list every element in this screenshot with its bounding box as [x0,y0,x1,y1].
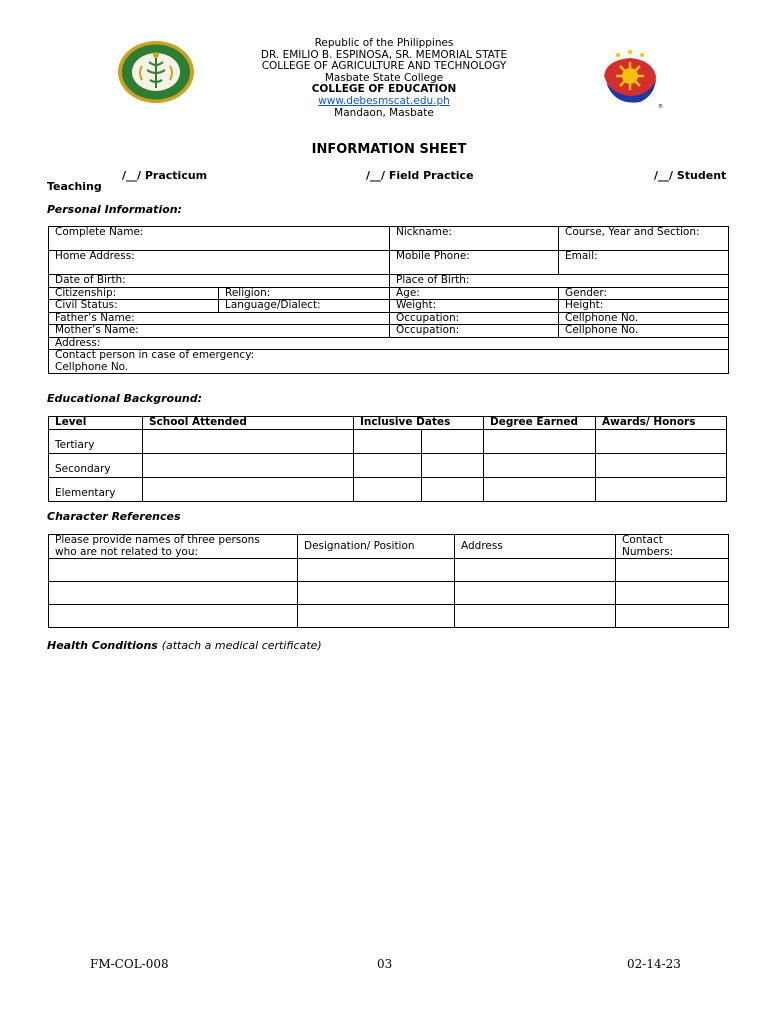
ref-contact-cell[interactable] [616,582,729,605]
height-field[interactable]: Height: [559,300,729,313]
ref-header-names-line1: Please provide names of three persons [55,534,260,546]
gender-field[interactable]: Gender: [559,287,729,300]
ref-header-contact-line2: Numbers: [622,545,674,558]
health-heading: Health Conditions [47,639,158,652]
ref-designation-cell[interactable] [298,605,455,628]
ref-designation-cell[interactable] [298,559,455,582]
tertiary-awards-cell[interactable] [596,429,727,453]
nickname-field[interactable]: Nickname: [390,227,559,251]
website-link[interactable]: www.debesmscat.edu.ph [318,94,450,107]
health-note: (attach a medical certificate) [161,639,322,652]
ref-name-cell[interactable] [49,582,298,605]
tertiary-date-from-cell[interactable] [354,429,422,453]
mother-occupation-field[interactable]: Occupation: [390,325,559,338]
ref-header-designation: Designation/ Position [298,535,455,559]
edu-header-dates: Inclusive Dates [354,417,484,430]
secondary-date-from-cell[interactable] [354,453,422,477]
ref-header-names [49,535,298,559]
address-field[interactable]: Address: [49,337,729,350]
ref-address-cell[interactable] [455,582,616,605]
tertiary-date-to-cell[interactable] [422,429,484,453]
edu-header-level: Level [49,417,143,430]
elementary-date-to-cell[interactable] [422,477,484,501]
emergency-cellphone-label: Cellphone No. [55,360,129,373]
religion-field[interactable]: Religion: [219,287,390,300]
table-row [49,453,727,477]
language-field[interactable]: Language/Dialect: [219,300,390,313]
course-field[interactable]: Course, Year and Section: [559,227,729,251]
college-name: COLLEGE OF EDUCATION [311,83,457,96]
elementary-degree-cell[interactable] [484,477,596,501]
field-practice-option[interactable]: /__/ Field Practice [366,169,474,182]
table-row [49,582,729,605]
father-occupation-field[interactable]: Occupation: [390,312,559,325]
references-table [48,534,729,628]
father-cellphone-field[interactable]: Cellphone No. [559,312,729,325]
secondary-date-to-cell[interactable] [422,453,484,477]
tertiary-school-cell[interactable] [143,429,354,453]
emergency-contact-label: Contact person in case of emergency: [55,349,255,361]
ref-header-address: Address [455,535,616,559]
ref-address-cell[interactable] [455,559,616,582]
civil-status-field[interactable]: Civil Status: [49,300,219,313]
tertiary-degree-cell[interactable] [484,429,596,453]
elementary-awards-cell[interactable] [596,477,727,501]
education-heading: Educational Background: [47,392,203,405]
table-row [49,429,727,453]
edu-header-awards: Awards/ Honors [596,417,727,430]
health-heading-line [47,639,322,652]
table-row [49,559,729,582]
header-line: COLLEGE OF AGRICULTURE AND TECHNOLOGY [261,60,507,73]
ref-contact-cell[interactable] [616,559,729,582]
ref-header-contact-line1: Contact [622,534,663,546]
header-line: Masbate State College [324,71,444,84]
table-row [49,477,727,501]
student-teaching-option-label: Teaching [47,180,102,193]
references-heading: Character References [47,510,181,523]
weight-field[interactable]: Weight: [390,300,559,313]
mother-name-field[interactable]: Mother’s Name: [49,325,390,338]
place-of-birth-field[interactable]: Place of Birth: [390,275,729,288]
citizenship-field[interactable]: Citizenship: [49,287,219,300]
page-title: INFORMATION SHEET [311,142,467,157]
education-table [48,416,727,502]
header-line: Republic of the Philippines [314,37,454,49]
institution-header [0,38,768,119]
edu-level-secondary: Secondary [49,453,143,477]
edu-header-school: School Attended [143,417,354,430]
ref-address-cell[interactable] [455,605,616,628]
revision-number: 03 [377,957,393,971]
ref-contact-cell[interactable] [616,605,729,628]
home-address-field[interactable]: Home Address: [49,251,390,275]
student-teaching-option[interactable]: /__/ Student [654,169,727,182]
edu-header-degree: Degree Earned [484,417,596,430]
email-field[interactable]: Email: [559,251,729,275]
ref-name-cell[interactable] [49,559,298,582]
elementary-school-cell[interactable] [143,477,354,501]
edu-level-elementary: Elementary [49,477,143,501]
form-date: 02-14-23 [627,957,681,971]
table-row [49,605,729,628]
personal-info-table [48,226,729,374]
header-line: DR. EMILIO B. ESPINOSA, SR. MEMORIAL STATE [260,48,508,61]
mobile-phone-field[interactable]: Mobile Phone: [390,251,559,275]
ref-designation-cell[interactable] [298,582,455,605]
secondary-awards-cell[interactable] [596,453,727,477]
practicum-option[interactable]: /__/ Practicum [122,169,208,182]
ref-header-names-line2: who are not related to you: [55,545,199,558]
secondary-school-cell[interactable] [143,453,354,477]
form-code: FM-COL-008 [90,957,169,971]
age-field[interactable]: Age: [390,287,559,300]
ref-name-cell[interactable] [49,605,298,628]
ref-header-contact [616,535,729,559]
mother-cellphone-field[interactable]: Cellphone No. [559,325,729,338]
location: Mandaon, Masbate [334,106,434,119]
complete-name-field[interactable]: Complete Name: [49,227,390,251]
elementary-date-from-cell[interactable] [354,477,422,501]
date-of-birth-field[interactable]: Date of Birth: [49,275,390,288]
personal-info-heading: Personal Information: [47,203,183,216]
emergency-contact-field[interactable] [49,350,729,374]
father-name-field[interactable]: Father’s Name: [49,312,390,325]
secondary-degree-cell[interactable] [484,453,596,477]
svg-text:®: ® [658,104,663,110]
edu-level-tertiary: Tertiary [49,429,143,453]
